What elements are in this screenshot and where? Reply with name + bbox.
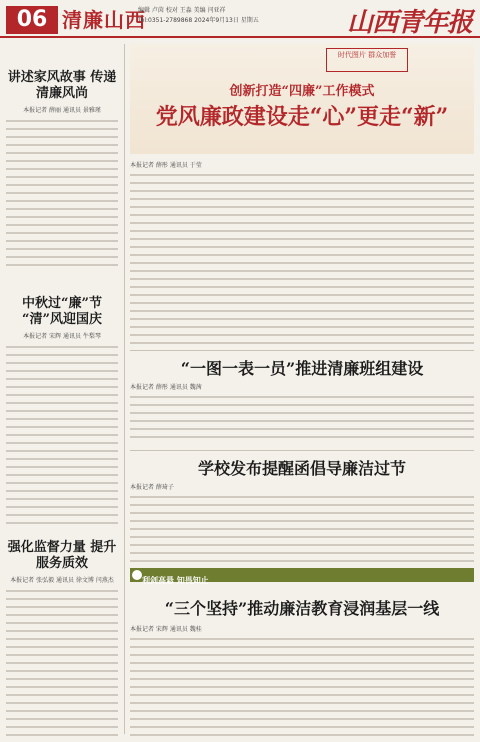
tag-box: 时代图片 群众加誉 (326, 48, 408, 72)
credits (138, 6, 308, 26)
story-title: 中秋过“廉”节 “清”风迎国庆 (22, 296, 102, 327)
lead-text (130, 171, 474, 346)
education-byline: 本报记者 宋辉 通讯员 魏桂 (130, 626, 202, 633)
story-supervision (6, 540, 118, 735)
story-family-customs (6, 70, 118, 275)
story-text (6, 117, 118, 267)
story-byline: 本报记者 宋辉 通讯员 牛梨琴 (23, 333, 101, 340)
lead-headline: 党风廉政建设走“心”更走“新” (155, 104, 449, 130)
story-title: 讲述家风故事 传递清廉风尚 (7, 70, 117, 101)
page-number: 06 (6, 6, 58, 34)
credits-line1: 编辑 卢茵 校对 王淼 美编 闫亚祥 (138, 7, 226, 14)
strip-label: 利剑高悬 知畏知止 (142, 576, 209, 585)
newspaper-logo: 山西青年报 (346, 8, 472, 38)
lead-article (130, 160, 474, 345)
story-byline: 本报记者 张弘毅 通讯员 徐文博 闫燕杰 (10, 577, 114, 584)
article-team (130, 382, 474, 442)
section-strip (130, 568, 474, 585)
story-text (6, 343, 118, 528)
lead-kicker: 创新打造“四廉”工作模式 (229, 84, 375, 99)
article-school (130, 482, 474, 562)
credits-line2: Tel:0351-2789868 2024年9月13日 星期五 (138, 17, 259, 24)
column-divider (124, 44, 125, 734)
subhead-education: “三个坚持”推动廉洁教育浸润基层一线 (164, 599, 440, 618)
article-education (130, 624, 474, 736)
strip-circle-icon (132, 570, 142, 580)
story-midautumn (6, 296, 118, 531)
story-byline: 本报记者 薛丽 通讯员 景雅瑾 (23, 107, 101, 114)
subhead-school: 学校发布提醒函倡导廉洁过节 (197, 459, 406, 478)
school-text (130, 493, 474, 567)
school-byline: 本报记者 薛琦子 (130, 484, 174, 491)
lead-byline: 本报记者 薛彤 通讯员 于莹 (130, 162, 202, 169)
story-title: 强化监督力量 提升服务质效 (7, 540, 117, 571)
team-byline: 本报记者 薛彤 通讯员 魏茜 (130, 384, 202, 391)
left-column (0, 40, 120, 742)
divider (130, 350, 474, 351)
section-title: 清廉山西 (62, 8, 146, 32)
story-text (6, 587, 118, 737)
subhead-team: “一图一表一员”推进清廉班组建设 (180, 359, 424, 378)
education-text (130, 635, 474, 739)
lead-banner (130, 44, 474, 154)
masthead (0, 0, 480, 38)
divider (130, 450, 474, 451)
team-text (130, 393, 474, 443)
